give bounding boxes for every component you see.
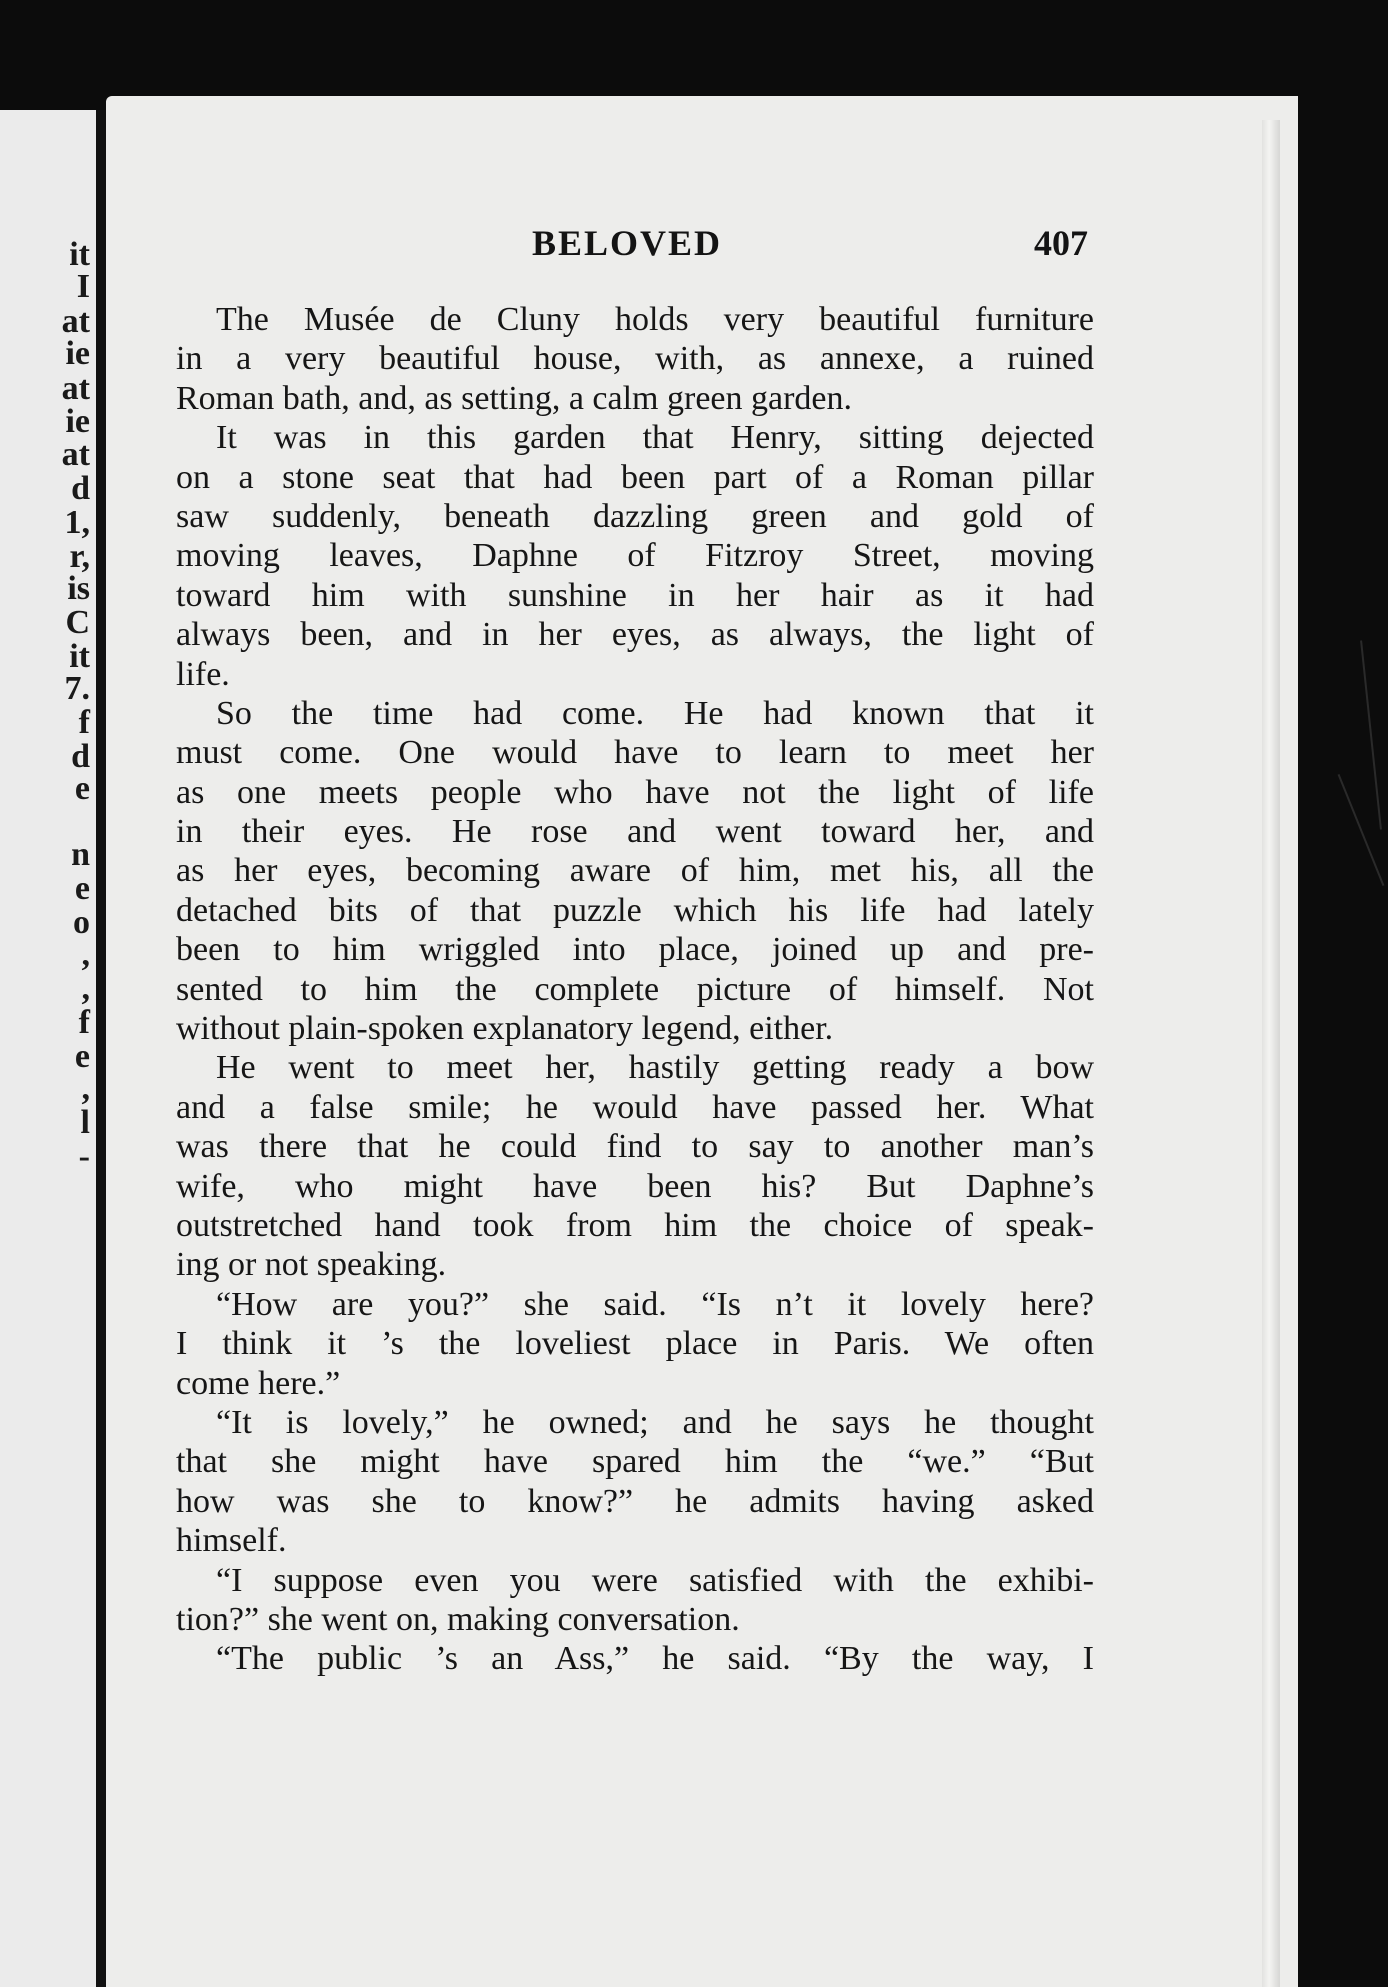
text-line: Roman bath, and, as setting, a calm green garden. [176, 379, 852, 417]
text-line: sented to him the complete picture of himself. Not [176, 970, 1094, 1008]
facing-page-fragment: - [78, 1138, 90, 1175]
text-line: in their eyes. He rose and went toward her, and [176, 813, 1094, 851]
text-line: come here.” [176, 1364, 341, 1402]
text-line: It was in this garden that Henry, sitting dejected [216, 419, 1094, 457]
facing-page-fragment: e [74, 870, 90, 907]
text-line: So the time had come. He had known that it [216, 694, 1094, 732]
text-line: detached bits of that puzzle which his life had lately [176, 891, 1094, 929]
text-line: saw suddenly, beneath dazzling green and gold of [176, 497, 1094, 535]
text-line: moving leaves, Daphne of Fitzroy Street, moving [176, 537, 1094, 575]
facing-page-fragment: e [74, 1038, 90, 1075]
text-line: He went to meet her, hastily getting ready a bow [216, 1049, 1094, 1087]
facing-page-fragment: it [69, 638, 90, 675]
facing-page-fragment: is [67, 570, 90, 607]
facing-page-fragment: it [69, 236, 90, 273]
text-line: as one meets people who have not the light of life [176, 773, 1094, 811]
facing-page-fragment: o [73, 904, 90, 941]
book-gutter [96, 110, 106, 1987]
text-line: toward him with sunshine in her hair as it had [176, 576, 1094, 614]
facing-page-fragment: l [80, 1104, 90, 1141]
facing-page-fragment: e [74, 770, 90, 807]
body-text [176, 300, 1094, 1679]
text-line: “The public ’s an Ass,” he said. “By the way, I [216, 1640, 1094, 1678]
facing-page-fragment: ie [65, 335, 90, 372]
facing-page-fragment: f [78, 1004, 90, 1041]
text-line: tion?” she went on, making conversation. [176, 1600, 740, 1638]
facing-page-fragment: at [61, 436, 90, 473]
facing-page-fragment: C [65, 604, 90, 641]
text-line: always been, and in her eyes, as always, the light of [176, 616, 1094, 654]
facing-page-fragment: n [71, 836, 90, 873]
facing-page-fragment: , [81, 1070, 90, 1107]
text-line: that she might have spared him the “we.” “But [176, 1443, 1094, 1481]
text-line: and a false smile; he would have passed her. What [176, 1088, 1094, 1126]
page-edge [1262, 120, 1280, 1987]
text-line: must come. One would have to learn to meet her [176, 734, 1094, 772]
page-number: 407 [1034, 223, 1088, 263]
text-line: been to him wriggled into place, joined up and pre- [176, 931, 1094, 969]
text-line: wife, who might have been his? But Daphne’s [176, 1167, 1094, 1205]
facing-page-fragment: ie [65, 403, 90, 440]
text-line: “I suppose even you were satisfied with the exhibi- [216, 1561, 1094, 1599]
facing-page-fragment: 7. [64, 670, 90, 707]
facing-page-fragment: d [71, 738, 90, 775]
text-line: The Musée de Cluny holds very beautiful furniture [216, 301, 1094, 338]
text-line: in a very beautiful house, with, as annexe, a ruined [176, 340, 1094, 378]
facing-page-fragment: , [81, 936, 90, 973]
text-line: “How are you?” she said. “Is n’t it lovely here? [216, 1285, 1094, 1323]
facing-page-fragment: d [71, 470, 90, 507]
facing-page-sliver [0, 110, 96, 1987]
running-head [0, 222, 1388, 272]
text-line: as her eyes, becoming aware of him, met his, all the [176, 852, 1094, 890]
scan-mark [1360, 640, 1382, 829]
page-title: BELOVED [532, 223, 723, 263]
facing-page-fragment: f [78, 704, 90, 741]
text-line: without plain-spoken explanatory legend, either. [176, 1010, 834, 1048]
text-line: on a stone seat that had been part of a Roman pillar [176, 458, 1094, 496]
text-line: himself. [176, 1522, 287, 1560]
facing-page-fragment: I [76, 268, 90, 305]
facing-page-fragment: r, [69, 538, 90, 575]
facing-page-fragment: , [81, 970, 90, 1007]
text-line: outstretched hand took from him the choice of speak- [176, 1206, 1094, 1244]
text-line: was there that he could find to say to another man’s [176, 1128, 1094, 1166]
facing-page-fragment: 1, [64, 504, 90, 541]
text-line: I think it ’s the loveliest place in Paris. We often [176, 1325, 1094, 1363]
text-line: life. [176, 655, 230, 693]
facing-page-fragment: at [61, 303, 90, 340]
text-line: “It is lovely,” he owned; and he says he thought [216, 1403, 1094, 1441]
facing-page-fragment: at [61, 370, 90, 407]
text-line: ing or not speaking. [176, 1246, 447, 1284]
text-line: how was she to know?” he admits having asked [176, 1482, 1094, 1520]
